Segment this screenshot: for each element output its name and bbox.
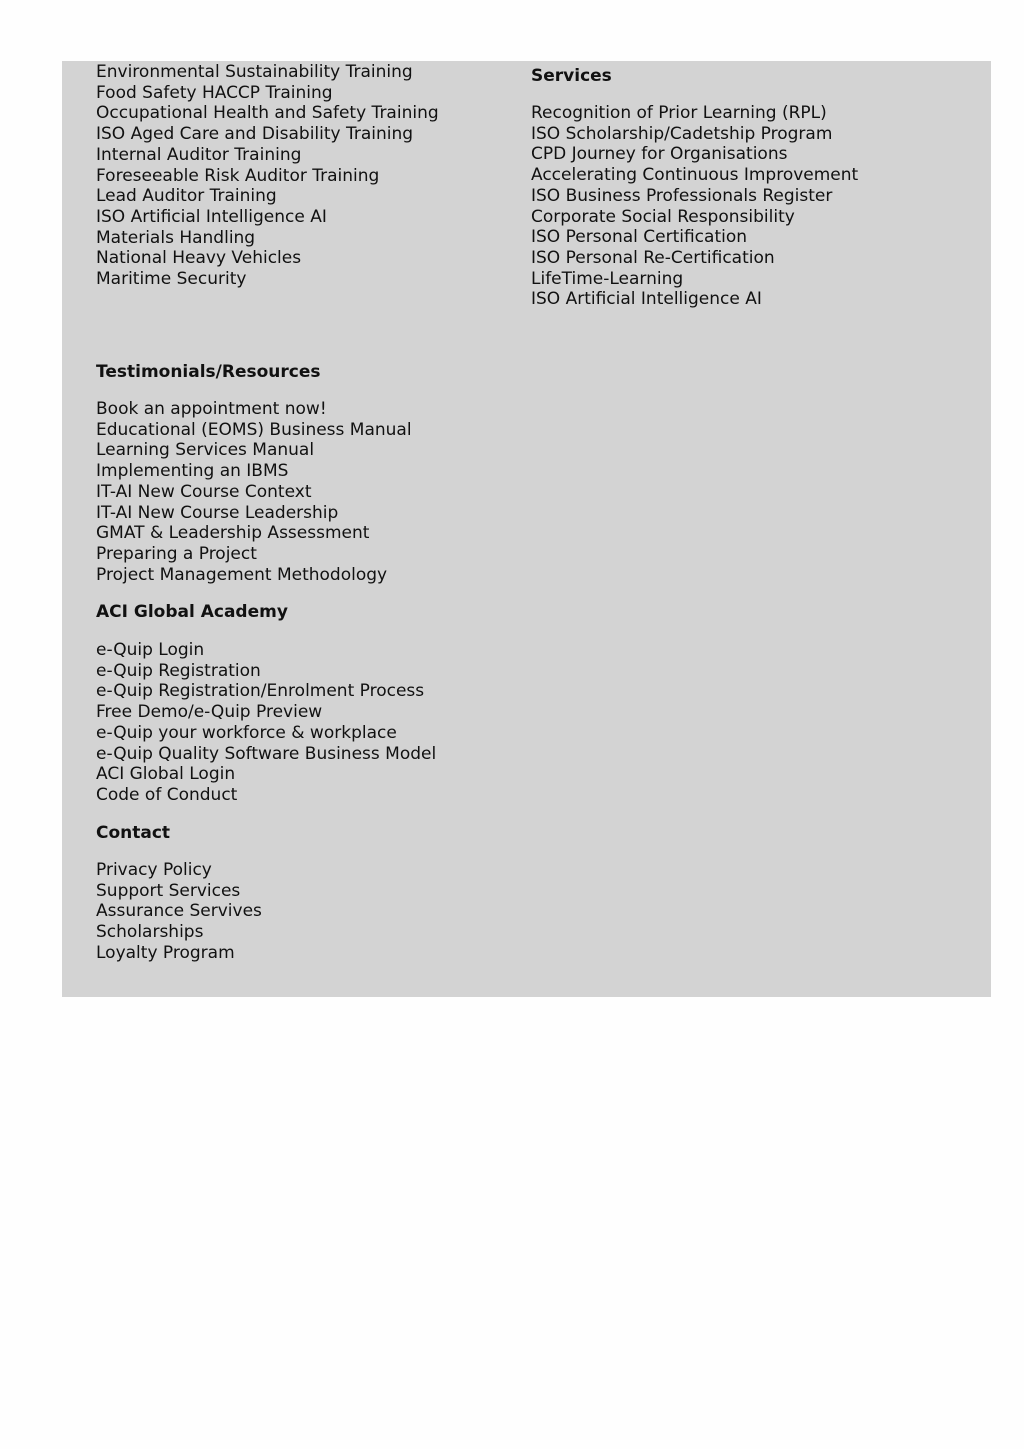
resource-link[interactable]: Learning Services Manual	[96, 440, 315, 461]
academy-heading: ACI Global Academy	[96, 602, 288, 622]
resource-link[interactable]: Educational (EOMS) Business Manual	[96, 419, 412, 440]
list-item	[96, 399, 412, 420]
list-item	[96, 881, 262, 902]
training-link[interactable]: ISO Aged Care and Disability Training	[96, 124, 414, 145]
service-link[interactable]: Corporate Social Responsibility	[531, 206, 795, 227]
contact-link[interactable]: Loyalty Program	[96, 942, 235, 963]
academy-link[interactable]: e-Quip your workforce & workplace	[96, 722, 397, 743]
contact-link[interactable]: Support Services	[96, 880, 241, 901]
contact-link[interactable]: Assurance Servives	[96, 901, 262, 922]
list-item	[531, 227, 858, 248]
academy-link[interactable]: e-Quip Login	[96, 640, 205, 660]
resource-link[interactable]: Book an appointment now!	[96, 399, 327, 419]
academy-link[interactable]: ACI Global Login	[96, 764, 236, 785]
training-link[interactable]: Food Safety HACCP Training	[96, 82, 333, 103]
list-item	[96, 681, 436, 702]
list-item	[96, 166, 439, 187]
list-item	[96, 248, 439, 269]
resource-link[interactable]: Preparing a Project	[96, 543, 257, 564]
list-item	[96, 440, 412, 461]
services-link-list	[531, 103, 858, 310]
testimonials-heading: Testimonials/Resources	[96, 362, 321, 382]
service-link[interactable]: Accelerating Continuous Improvement	[531, 165, 859, 186]
service-link[interactable]: CPD Journey for Organisations	[531, 144, 788, 165]
training-link[interactable]: Lead Auditor Training	[96, 186, 277, 207]
list-item	[531, 269, 858, 290]
list-item	[96, 523, 412, 544]
footer-panel	[62, 61, 991, 997]
service-link[interactable]: ISO Scholarship/Cadetship Program	[531, 123, 833, 144]
training-link[interactable]: Environmental Sustainability Training	[96, 62, 413, 82]
list-item	[96, 723, 436, 744]
service-link[interactable]: ISO Business Professionals Register	[531, 185, 833, 206]
list-item	[531, 144, 858, 165]
academy-link[interactable]: e-Quip Registration/Enrolment Process	[96, 681, 425, 702]
list-item	[96, 503, 412, 524]
list-item	[96, 420, 412, 441]
training-link-list	[96, 62, 439, 290]
list-item	[531, 165, 858, 186]
list-item	[531, 186, 858, 207]
academy-link[interactable]: Code of Conduct	[96, 784, 238, 805]
list-item	[531, 248, 858, 269]
training-link[interactable]: Occupational Health and Safety Training	[96, 103, 439, 124]
resource-link[interactable]: GMAT & Leadership Assessment	[96, 523, 370, 544]
training-link[interactable]: Maritime Security	[96, 269, 247, 290]
list-item	[96, 860, 262, 881]
service-link[interactable]: ISO Personal Certification	[531, 227, 748, 248]
list-item	[96, 943, 262, 964]
testimonials-link-list	[96, 399, 412, 585]
list-item	[531, 124, 858, 145]
training-link[interactable]: National Heavy Vehicles	[96, 248, 302, 269]
list-item	[96, 565, 412, 586]
academy-link[interactable]: e-Quip Registration	[96, 660, 261, 681]
list-item	[96, 544, 412, 565]
contact-link[interactable]: Privacy Policy	[96, 860, 212, 880]
list-item	[96, 702, 436, 723]
list-item	[96, 482, 412, 503]
list-item	[531, 103, 858, 124]
academy-link[interactable]: Free Demo/e-Quip Preview	[96, 702, 323, 723]
academy-link[interactable]: e-Quip Quality Software Business Model	[96, 743, 437, 764]
list-item	[531, 207, 858, 228]
list-item	[96, 62, 439, 83]
service-link[interactable]: ISO Artificial Intelligence AI	[531, 289, 762, 310]
contact-link[interactable]: Scholarships	[96, 922, 204, 943]
service-link[interactable]: ISO Personal Re-Certification	[531, 247, 775, 268]
training-link[interactable]: Foreseeable Risk Auditor Training	[96, 165, 380, 186]
list-item	[96, 640, 436, 661]
resource-link[interactable]: IT-AI New Course Leadership	[96, 502, 339, 523]
list-item	[96, 124, 439, 145]
list-item	[96, 744, 436, 765]
training-link[interactable]: Internal Auditor Training	[96, 144, 302, 165]
resource-link[interactable]: Implementing an IBMS	[96, 461, 289, 482]
service-link[interactable]: Recognition of Prior Learning (RPL)	[531, 103, 827, 123]
academy-link-list	[96, 640, 436, 806]
resource-link[interactable]: Project Management Methodology	[96, 564, 388, 585]
list-item	[96, 145, 439, 166]
list-item	[96, 83, 439, 104]
contact-link-list	[96, 860, 262, 964]
training-link[interactable]: Materials Handling	[96, 227, 256, 248]
list-item	[531, 289, 858, 310]
list-item	[96, 186, 439, 207]
list-item	[96, 764, 436, 785]
training-link[interactable]: ISO Artificial Intelligence AI	[96, 206, 327, 227]
services-heading: Services	[531, 66, 612, 86]
list-item	[96, 901, 262, 922]
list-item	[96, 785, 436, 806]
list-item	[96, 103, 439, 124]
list-item	[96, 922, 262, 943]
service-link[interactable]: LifeTime-Learning	[531, 268, 684, 289]
contact-heading: Contact	[96, 823, 171, 843]
list-item	[96, 207, 439, 228]
list-item	[96, 661, 436, 682]
resource-link[interactable]: IT-AI New Course Context	[96, 481, 312, 502]
list-item	[96, 461, 412, 482]
list-item	[96, 269, 439, 290]
list-item	[96, 228, 439, 249]
